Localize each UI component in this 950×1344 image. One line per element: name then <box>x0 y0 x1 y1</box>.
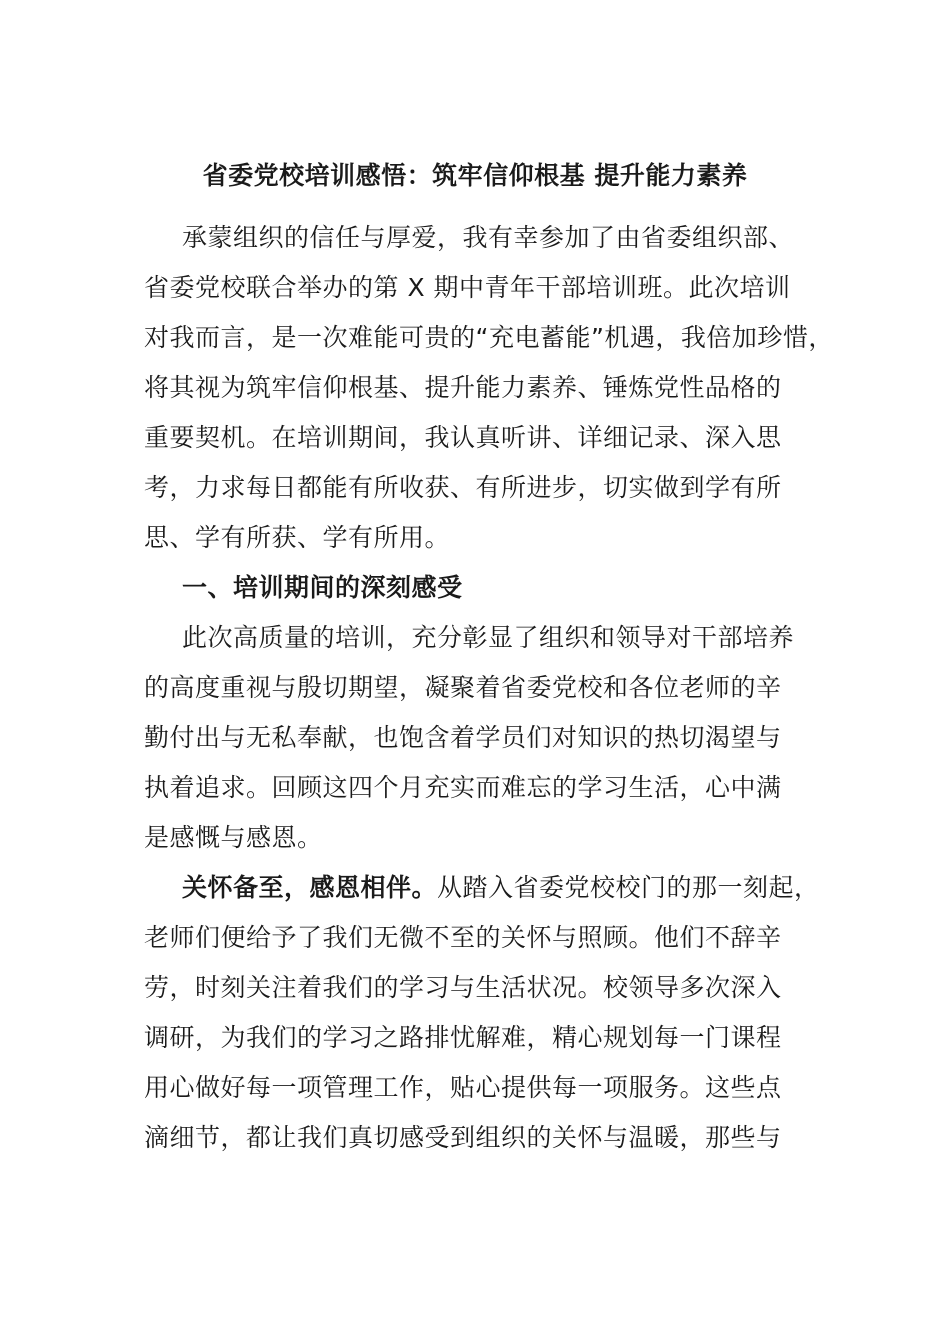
paragraph-line: 是感慨与感恩。 <box>144 823 323 852</box>
document-title: 省委党校培训感悟：筑牢信仰根基 提升能力素养 <box>202 161 748 190</box>
paragraph-line: 执着追求。回顾这四个月充实而难忘的学习生活，心中满 <box>144 773 782 802</box>
paragraph-line: 此次高质量的培训，充分彰显了组织和领导对干部培养 <box>182 623 795 652</box>
paragraph-line: 承蒙组织的信任与厚爱，我有幸参加了由省委组织部、 <box>182 223 795 252</box>
paragraph-line: 对我而言，是一次难能可贵的“充电蓄能”机遇，我倍加珍惜， <box>144 323 834 352</box>
paragraph-line: 省委党校联合举办的第 X 期中青年干部培训班。此次培训 <box>144 273 791 302</box>
paragraph-line: 调研，为我们的学习之路排忧解难，精心规划每一门课程 <box>144 1023 782 1052</box>
paragraph-line: 老师们便给予了我们无微不至的关怀与照顾。他们不辞辛 <box>144 923 782 952</box>
section-heading: 一、培训期间的深刻感受 <box>182 573 463 602</box>
paragraph-line: 劳，时刻关注着我们的学习与生活状况。校领导多次深入 <box>144 973 782 1002</box>
paragraph-line: 重要契机。在培训期间，我认真听讲、详细记录、深入思 <box>144 423 782 452</box>
lead-remainder: 从踏入省委党校校门的那一刻起， <box>437 873 820 902</box>
paragraph-line: 考，力求每日都能有所收获、有所进步，切实做到学有所 <box>144 473 782 502</box>
paragraph-line: 勤付出与无私奉献，也饱含着学员们对知识的热切渴望与 <box>144 723 782 752</box>
paragraph-line: 将其视为筑牢信仰根基、提升能力素养、锤炼党性品格的 <box>144 373 782 402</box>
paragraph-line: 滴细节，都让我们真切感受到组织的关怀与温暖，那些与 <box>144 1123 782 1152</box>
paragraph-line-with-lead <box>182 868 872 908</box>
paragraph-line: 用心做好每一项管理工作，贴心提供每一项服务。这些点 <box>144 1073 782 1102</box>
lead-bold-phrase: 关怀备至，感恩相伴。 <box>182 873 438 902</box>
paragraph-line: 思、学有所获、学有所用。 <box>144 523 451 552</box>
paragraph-line: 的高度重视与殷切期望，凝聚着省委党校和各位老师的辛 <box>144 673 782 702</box>
